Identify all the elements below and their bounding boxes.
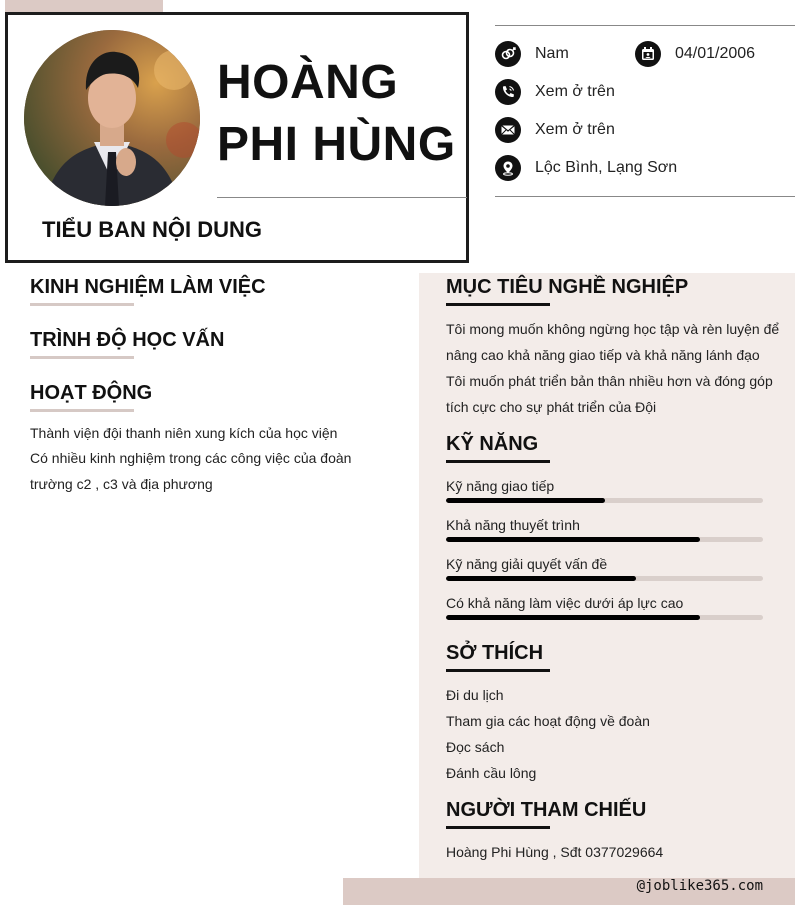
skill-bar-fill — [446, 615, 700, 620]
experience-title: KINH NGHIỆM LÀM VIỆC — [30, 276, 266, 298]
skill-name: Khả năng thuyết trình — [446, 517, 580, 533]
objective-line: Tôi muốn phát triển bản thân nhiều hơn và đóng góp — [446, 373, 773, 389]
hobbies-underline — [446, 669, 550, 672]
experience-underline — [30, 303, 134, 306]
education-underline — [30, 356, 134, 359]
address-text: Lộc Bình, Lạng Sơn — [535, 159, 678, 176]
skill-bar — [446, 498, 763, 503]
contact-address — [495, 155, 677, 181]
hobbies-title: SỞ THÍCH — [446, 642, 544, 664]
objective-line: Tôi mong muốn không ngừng học tập và rèn luyện để — [446, 321, 780, 337]
name-line-2: PHI HÙNG — [217, 118, 456, 171]
objective-line: tích cực cho sự phát triển của Đội — [446, 399, 657, 415]
skill-bar-fill — [446, 498, 605, 503]
skill-name: Kỹ năng giao tiếp — [446, 478, 555, 494]
contact-gender — [495, 41, 569, 67]
skill-name: Kỹ năng giải quyết vấn đề — [446, 556, 608, 572]
watermark-text: @joblike365.com — [636, 878, 763, 894]
reference-text: Hoàng Phi Hùng , Sđt 0377029664 — [446, 844, 664, 860]
skill-bar — [446, 615, 763, 620]
activities-title: HOẠT ĐỘNG — [30, 382, 153, 404]
activities-line: Thành viện đội thanh niên xung kích của học viện — [30, 425, 338, 441]
hobby-item: Đánh cầu lông — [446, 765, 537, 781]
phone-icon — [495, 79, 521, 105]
contact-email — [495, 117, 615, 143]
contact-bottom-divider — [495, 196, 795, 197]
hobby-item: Đọc sách — [446, 739, 505, 755]
skill-bar-fill — [446, 576, 636, 581]
email-text: Xem ở trên — [535, 121, 615, 138]
job-position: TIỂU BAN NỘI DUNG — [42, 217, 262, 242]
skill-bar-fill — [446, 537, 700, 542]
activities-underline — [30, 409, 134, 412]
reference-title: NGƯỜI THAM CHIẾU — [446, 799, 647, 821]
name-line-1: HOÀNG — [217, 56, 399, 109]
reference-underline — [446, 826, 550, 829]
objective-line: nâng cao khả năng giao tiếp và khả năng lánh đạo — [446, 347, 760, 363]
contact-top-divider — [495, 25, 795, 26]
objective-underline — [446, 303, 550, 306]
name-divider — [217, 197, 467, 198]
contact-phone — [495, 79, 615, 105]
birthday-text: 04/01/2006 — [675, 45, 756, 62]
avatar — [24, 30, 200, 206]
calendar-icon — [635, 41, 661, 67]
full-name — [217, 52, 456, 176]
hobby-item: Tham gia các hoạt động về đoàn — [446, 713, 650, 729]
skill-bar — [446, 576, 763, 581]
contact-birthday — [635, 41, 755, 67]
skill-name: Có khả năng làm việc dưới áp lực cao — [446, 595, 684, 611]
education-title: TRÌNH ĐỘ HỌC VẤN — [30, 329, 225, 351]
skills-underline — [446, 460, 550, 463]
skills-title: KỸ NĂNG — [446, 433, 539, 455]
objective-title: MỤC TIÊU NGHỀ NGHIỆP — [446, 276, 689, 298]
hobby-item: Đi du lịch — [446, 687, 504, 703]
gender-text: Nam — [535, 45, 569, 62]
activities-line: trường c2 , c3 và địa phương — [30, 476, 213, 492]
phone-text: Xem ở trên — [535, 83, 615, 100]
skill-bar — [446, 537, 763, 542]
email-icon — [495, 117, 521, 143]
location-icon — [495, 155, 521, 181]
gender-icon — [495, 41, 521, 67]
activities-line: Có nhiều kinh nghiệm trong các công việc của đoàn — [30, 450, 352, 466]
